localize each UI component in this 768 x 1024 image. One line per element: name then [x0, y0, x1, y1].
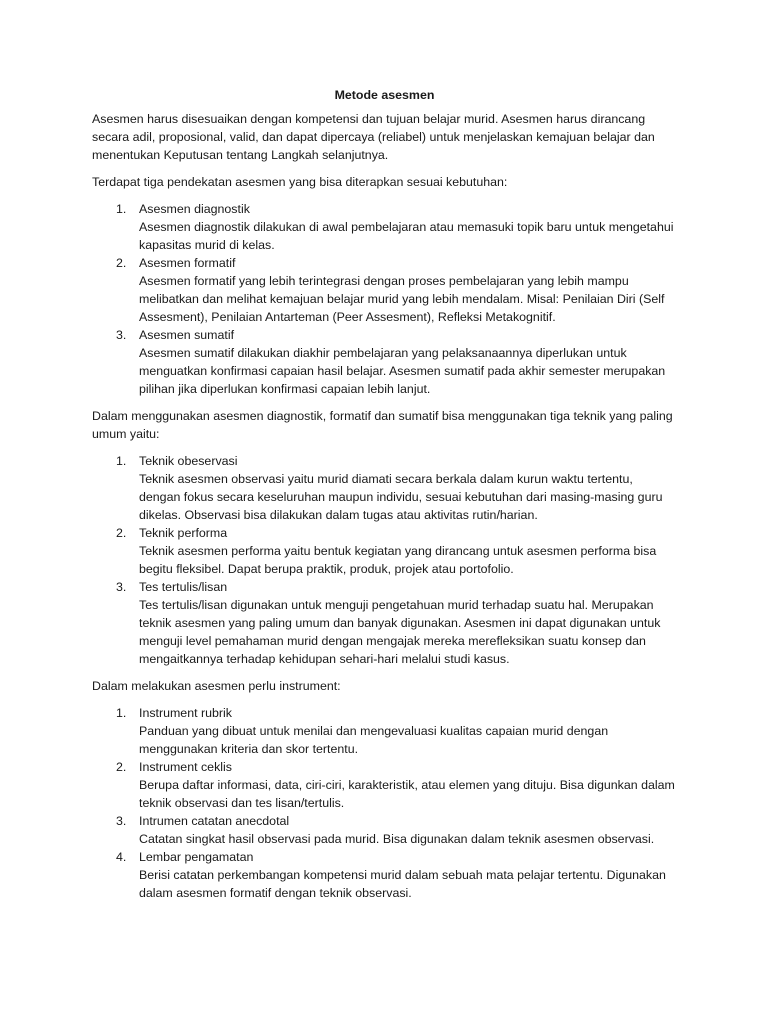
- list-item-heading: Lembar pengamatan: [139, 850, 254, 864]
- list-item-heading: Intrumen catatan anecdotal: [139, 814, 290, 828]
- list-number: 1.: [116, 706, 127, 720]
- list-item: [92, 452, 677, 524]
- list-item-description: Teknik asesmen performa yaitu bentuk kegiatan yang dirancang untuk asesmen performa bisa begitu fleksibel. Dapat berupa praktik, produk, projek atau portofolio.: [139, 544, 657, 576]
- techniques-lead: Dalam menggunakan asesmen diagnostik, formatif dan sumatif bisa menggunakan tiga teknik yang paling umum yaitu:: [92, 409, 673, 441]
- list-number: 3.: [116, 328, 127, 342]
- list-item-heading: Asesmen formatif: [139, 256, 236, 270]
- list-item: [92, 848, 677, 902]
- page-title: Metode asesmen: [334, 88, 435, 102]
- techniques-list: [92, 452, 677, 668]
- list-item-heading: Instrument rubrik: [139, 706, 232, 720]
- list-item-heading: Tes tertulis/lisan: [139, 580, 228, 594]
- document-page: [92, 86, 677, 911]
- list-item-heading: Asesmen sumatif: [139, 328, 235, 342]
- list-item-heading: Instrument ceklis: [139, 760, 232, 774]
- approaches-list: [92, 200, 677, 398]
- list-item-description: Asesmen sumatif dilakukan diakhir pembelajaran yang pelaksanaannya diperlukan untuk menguatkan konfirmasi capaian hasil belajar. Asesmen sumatif pada akhir semester merupakan pilihan jika diperlukan konfirmasi capaian lebih lanjut.: [139, 346, 666, 396]
- instruments-lead: Dalam melakukan asesmen perlu instrument:: [92, 679, 341, 693]
- list-item: [92, 524, 677, 578]
- list-item: [92, 704, 677, 758]
- list-item-description: Berupa daftar informasi, data, ciri-ciri, karakteristik, atau elemen yang dituju. Bisa digunkan dalam teknik observasi dan tes lisan/tertulis.: [139, 778, 675, 810]
- list-item: [92, 326, 677, 398]
- list-item: [92, 200, 677, 254]
- list-item: [92, 758, 677, 812]
- list-item-description: Asesmen formatif yang lebih terintegrasi dengan proses pembelajaran yang lebih mampu melibatkan dan melihat kemajuan belajar murid yang lebih mendalam. Misal: Penilaian Diri (Self Assesment), Penilaian Antarteman (Peer Assesment), Refleksi Metakognitif.: [139, 274, 665, 324]
- list-item-description: Berisi catatan perkembangan kompetensi murid dalam sebuah mata pelajar tertentu. Digunakan dalam asesmen formatif dengan teknik observasi.: [139, 868, 666, 900]
- list-number: 2.: [116, 526, 127, 540]
- list-item: [92, 812, 677, 848]
- list-number: 1.: [116, 454, 127, 468]
- list-number: 2.: [116, 760, 127, 774]
- list-item-heading: Asesmen diagnostik: [139, 202, 250, 216]
- list-item-description: Teknik asesmen observasi yaitu murid diamati secara berkala dalam kurun waktu tertentu, dengan fokus secara keseluruhan maupun individu, sesuai kebutuhan dari masing-masing guru dikelas. Observasi bisa dilakukan dalam tugas atau aktivitas rutin/harian.: [139, 472, 663, 522]
- list-number: 3.: [116, 580, 127, 594]
- instruments-list: [92, 704, 677, 902]
- list-number: 4.: [116, 850, 127, 864]
- list-item-description: Tes tertulis/lisan digunakan untuk menguji pengetahuan murid terhadap suatu hal. Merupakan teknik asesmen yang paling umum dan banyak digunakan. Asesmen ini dapat digunakan untuk menguji level pemahaman murid dengan mengajak mereka merefleksikan suatu konsep dan mengaitkannya terhadap kehidupan sehari-hari melalui studi kasus.: [139, 598, 661, 666]
- list-item-description: Catatan singkat hasil observasi pada murid. Bisa digunakan dalam teknik asesmen observasi.: [139, 832, 655, 846]
- list-number: 3.: [116, 814, 127, 828]
- list-item: [92, 578, 677, 668]
- list-item-description: Panduan yang dibuat untuk menilai dan mengevaluasi kualitas capaian murid dengan menggunakan kriteria dan skor tertentu.: [139, 724, 609, 756]
- list-item-heading: Teknik obeservasi: [139, 454, 238, 468]
- list-item-description: Asesmen diagnostik dilakukan di awal pembelajaran atau memasuki topik baru untuk mengetahui kapasitas murid di kelas.: [139, 220, 674, 252]
- approaches-lead: Terdapat tiga pendekatan asesmen yang bisa diterapkan sesuai kebutuhan:: [92, 175, 508, 189]
- list-item-heading: Teknik performa: [139, 526, 228, 540]
- intro-paragraph: Asesmen harus disesuaikan dengan kompetensi dan tujuan belajar murid. Asesmen harus dirancang secara adil, proposional, valid, dan dapat dipercaya (reliabel) untuk menjelaskan kemajuan belajar dan menentukan Keputusan tentang Langkah selanjutnya.: [92, 112, 655, 162]
- list-number: 1.: [116, 202, 127, 216]
- list-item: [92, 254, 677, 326]
- list-number: 2.: [116, 256, 127, 270]
